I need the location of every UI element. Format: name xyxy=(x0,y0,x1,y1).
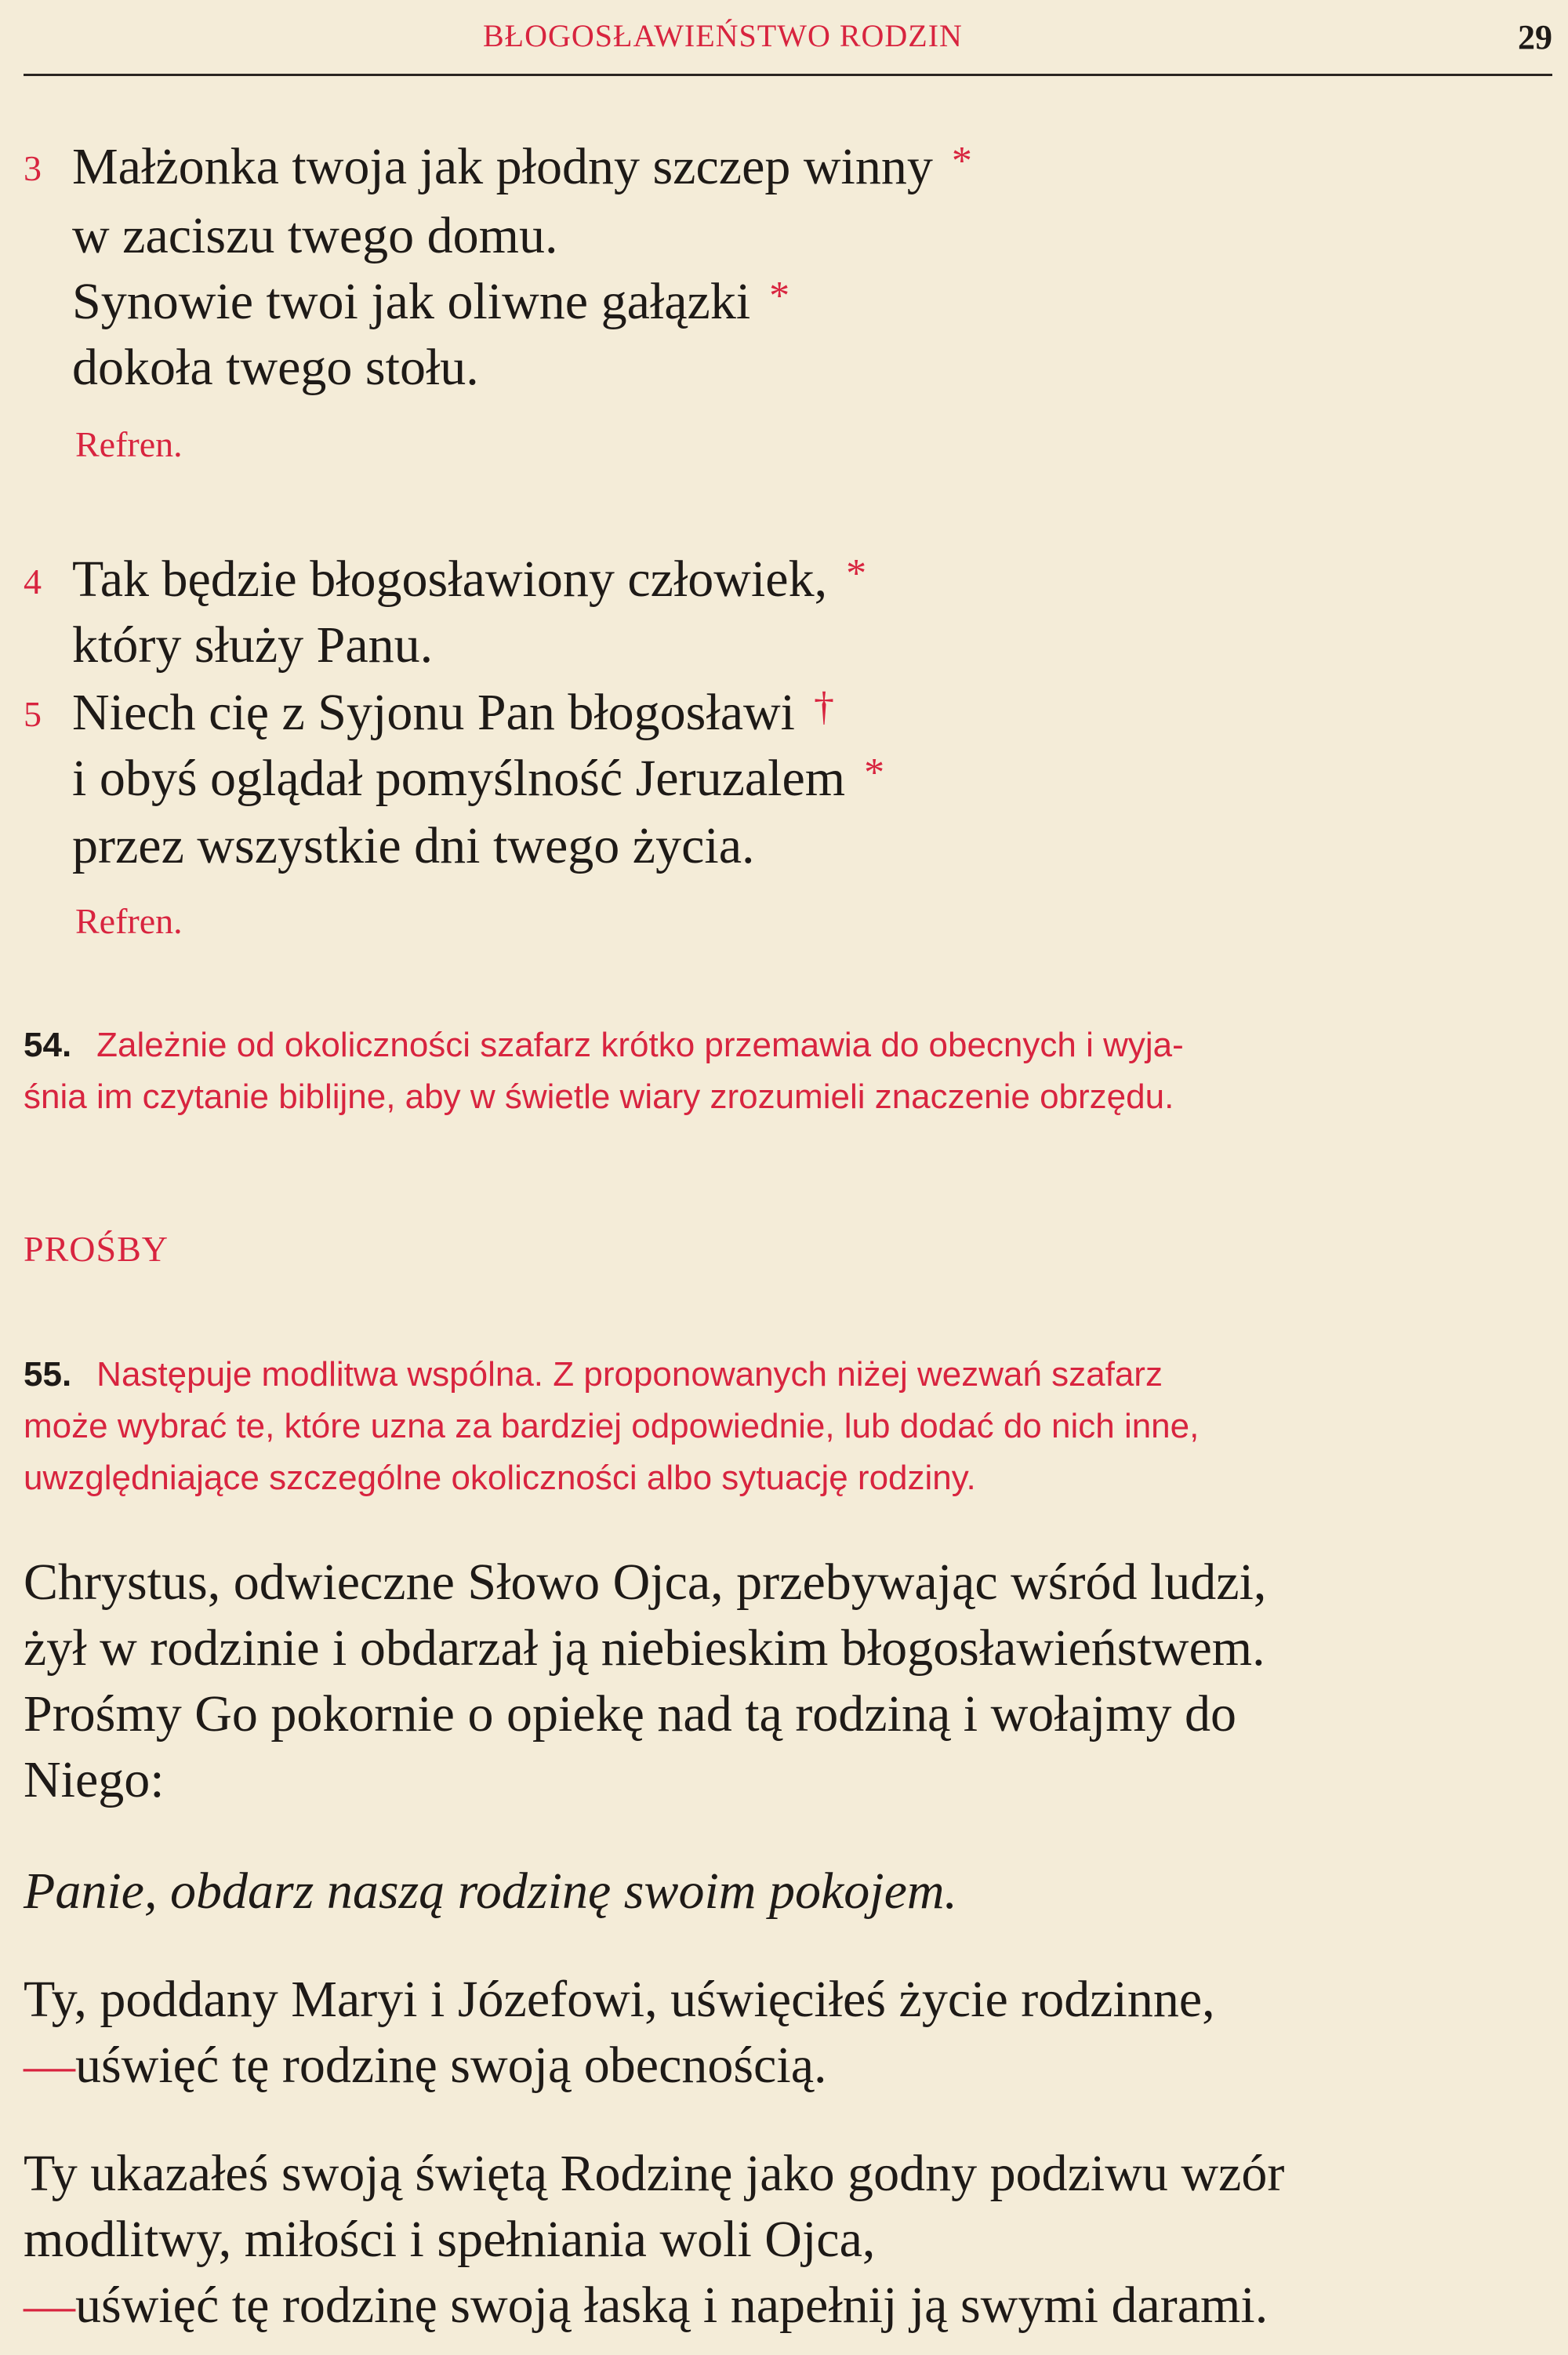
verse-line: Synowie twoi jak oliwne gałązki * xyxy=(72,273,790,330)
verse-line: Tak będzie błogosławiony człowiek, * xyxy=(72,551,867,608)
intro-paragraph: Chrystus, odwieczne Słowo Ojca, przebywając wśród ludzi, żył w rodzinie i obdarzał ją niebieskim błogosławieństwem. Prośmy Go pokornie o opiekę nad tą rodziną i wołajmy do Niego: xyxy=(24,1554,1267,1808)
asterisk-mark: * xyxy=(864,750,885,795)
verse-line: przez wszystkie dni twego życia. xyxy=(72,817,755,874)
refrain-label: Refren. xyxy=(75,424,183,464)
verse-line: w zaciszu twego domu. xyxy=(72,207,558,264)
running-header-title: BŁOGOSŁAWIEŃSTWO RODZIN xyxy=(483,18,963,53)
verse-number-4: 4 xyxy=(24,561,42,601)
rubric-number: 55. xyxy=(24,1355,72,1394)
rubric-55: 55. Następuje modlitwa wspólna. Z proponowanych niżej wezwań szafarz może wybrać te, które uzna za bardziej odpowiednie, lub dodać do nich inne, uwzględniające szczególne okoliczności albo sytuację rodziny. xyxy=(24,1355,1200,1497)
verse-line: który służy Panu. xyxy=(72,616,434,674)
petition-2: Ty ukazałeś swoją świętą Rodzinę jako godny podziwu wzór modlitwy, miłości i spełniania woli Ojca, —uświęć tę rodzinę swoją łaską i napełnij ją swymi darami. xyxy=(24,2145,1285,2334)
rubric-54: 54. Zależnie od okoliczności szafarz krótko przemawia do obecnych i wyja- śnia im czytanie biblijne, aby w świetle wiary zrozumieli znaczenie obrzędu. xyxy=(24,1026,1184,1116)
asterisk-mark: * xyxy=(846,551,867,596)
response-line: Panie, obdarz naszą rodzinę swoim pokojem. xyxy=(24,1863,958,1920)
dash-mark: — xyxy=(24,2277,75,2334)
header-rule xyxy=(24,74,1552,76)
dash-mark: — xyxy=(24,2037,75,2094)
refrain-label: Refren. xyxy=(75,901,183,941)
page-number: 29 xyxy=(1518,18,1552,56)
verse-number-5: 5 xyxy=(24,694,42,734)
asterisk-mark: * xyxy=(951,139,972,184)
verse-line: i obyś oglądał pomyślność Jeruzalem * xyxy=(72,750,885,807)
rubric-number: 54. xyxy=(24,1026,72,1064)
verse-number-3: 3 xyxy=(24,148,42,188)
verse-line: Małżonka twoja jak płodny szczep winny * xyxy=(72,138,972,195)
petition-1: Ty, poddany Maryi i Józefowi, uświęciłeś życie rodzinne, —uświęć tę rodzinę swoją obecnością. xyxy=(24,1971,1215,2094)
asterisk-mark: * xyxy=(769,274,790,318)
verse-line: dokoła twego stołu. xyxy=(72,339,479,396)
verse-line: Niech cię z Syjonu Pan błogosławi † xyxy=(72,684,835,741)
dagger-mark: † xyxy=(814,685,835,729)
section-title: PROŚBY xyxy=(24,1229,169,1269)
